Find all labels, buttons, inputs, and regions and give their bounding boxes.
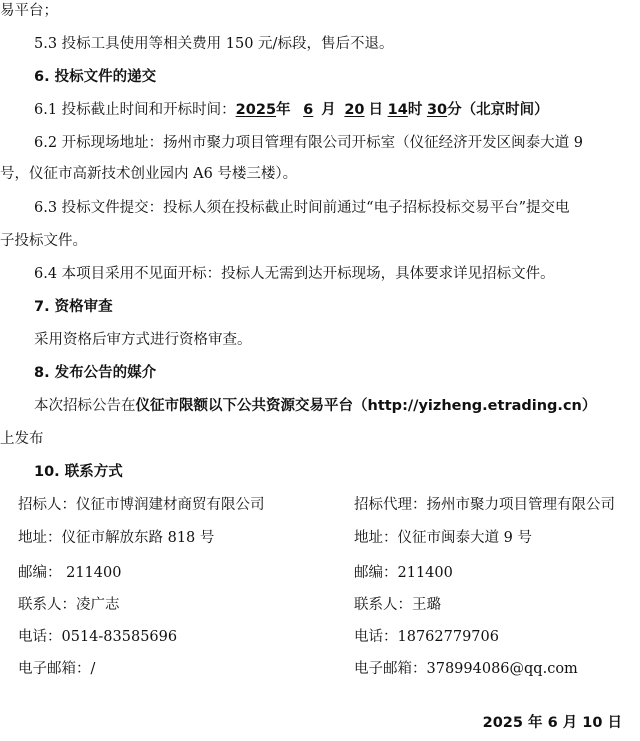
deadline-year: 2025 [235, 102, 277, 118]
deadline-minute-unit: 分 [447, 102, 462, 118]
tenderer-phone: 电话：0514-83585696 [18, 629, 178, 645]
deadline-year-unit: 年 [276, 102, 291, 118]
tenderer-postcode: 邮编： 211400 [18, 565, 122, 581]
deadline-month: 6 [303, 102, 314, 118]
deadline-minute: 30 [426, 102, 448, 118]
tenderer-name: 招标人：仪征市博润建材商贸有限公司 [18, 497, 265, 513]
clause-6-3-line2: 子投标文件。 [0, 233, 87, 249]
tenderer-contact-person: 联系人：凌广志 [18, 597, 120, 613]
agency-postcode: 邮编：211400 [354, 565, 453, 581]
deadline-month-unit: 月 [321, 102, 336, 118]
clause-6-1-prefix: 6.1 投标截止时间和开标时间： [34, 102, 236, 118]
document-date: 2025 年 6 月 10 日 [482, 715, 622, 731]
agency-address: 地址：仪征市闽泰大道 9 号 [354, 530, 532, 546]
deadline-hour-unit: 时 [407, 102, 423, 118]
clause-7: 采用资格后审方式进行资格审查。 [34, 332, 252, 348]
section-10-heading: 10. 联系方式 [34, 464, 123, 480]
publishing-platform: 仪征市限额以下公共资源交易平台（http://yizheng.etrading.cn） [135, 398, 597, 414]
section-7-heading: 7. 资格审查 [34, 299, 113, 315]
clause-6-3-line1: 6.3 投标文件提交：投标人须在投标截止时间前通过“电子招标投标交易平台”提交电 [34, 200, 570, 216]
clause-6-4: 6.4 本项目采用不见面开标：投标人无需到达开标现场，具体要求详见招标文件。 [34, 266, 555, 282]
clause-5-3: 5.3 投标工具使用等相关费用 150 元/标段，售后不退。 [34, 36, 394, 52]
agency-name: 招标代理：扬州市聚力项目管理有限公司 [354, 497, 615, 513]
clause-8-line2: 上发布 [0, 431, 44, 447]
deadline-hour: 14 [387, 102, 408, 118]
clause-6-2-line1: 6.2 开标现场地址：扬州市聚力项目管理有限公司开标室（仪征经济开发区闽泰大道 9 [34, 135, 584, 151]
section-8-heading: 8. 发布公告的媒介 [34, 365, 157, 381]
deadline-day: 20 [344, 102, 365, 118]
tenderer-address: 地址：仪征市解放东路 818 号 [18, 530, 215, 546]
agency-phone: 电话：18762779706 [354, 629, 499, 645]
clause-8-line1 [34, 395, 596, 417]
clause-6-2-line2: 号，仪征市高新技术创业园内 A6 号楼三楼）。 [0, 166, 298, 182]
clause-8-prefix: 本次招标公告在 [34, 398, 136, 414]
deadline-day-unit: 日 [368, 102, 384, 118]
agency-email: 电子邮箱：378994086@qq.com [354, 661, 578, 677]
deadline-timezone: （北京时间） [461, 102, 549, 118]
agency-contact-person: 联系人：王璐 [354, 597, 441, 613]
section-6-heading: 6. 投标文件的递交 [34, 69, 157, 85]
clause-6-1 [34, 99, 549, 121]
tenderer-email: 电子邮箱：/ [18, 661, 96, 677]
text-line-platform-end: 易平台； [0, 3, 58, 19]
